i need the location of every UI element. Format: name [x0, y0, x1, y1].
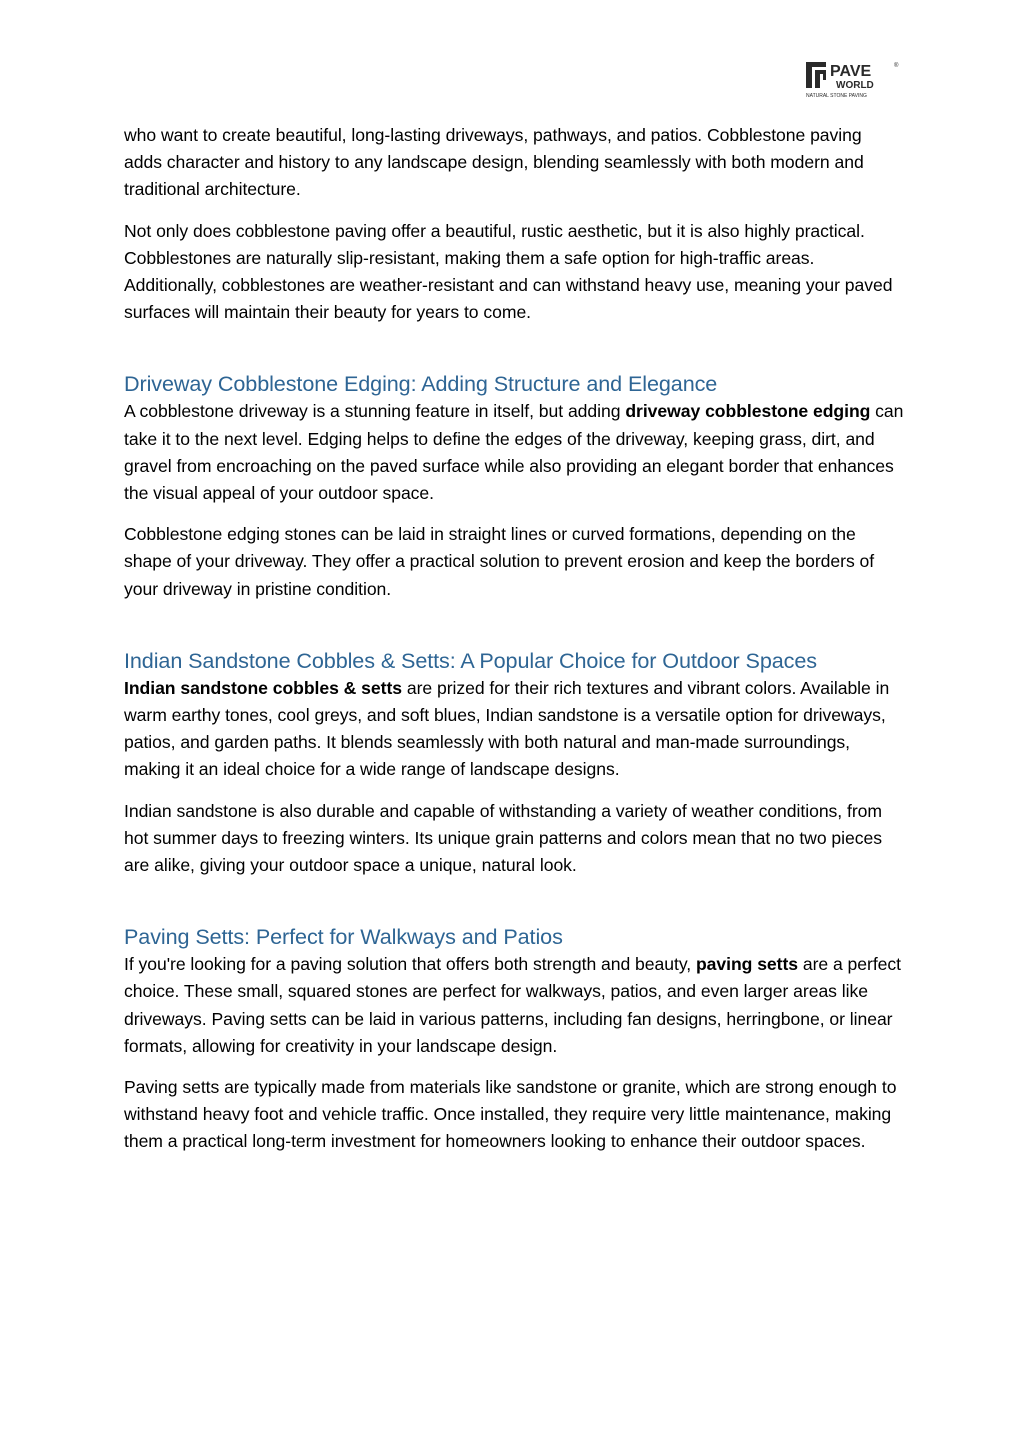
section-paragraph-1 — [124, 951, 904, 1060]
section-heading: Driveway Cobblestone Edging: Adding Structure and Elegance — [124, 371, 718, 397]
section-paving-setts — [124, 923, 904, 1155]
bold-keyword: paving setts — [695, 954, 799, 975]
section-paragraph-2: Cobblestone edging stones can be laid in straight lines or curved formations, depending on the shape of your driveway. They offer a practical solution to prevent erosion and keep the borders of your driveway in pristine condition. — [124, 524, 875, 599]
article-body — [124, 122, 904, 1170]
section-paragraph-1 — [124, 398, 904, 507]
text-span: are prized for their rich textures and vibrant colors. Available in warm earthy tones, cool greys, and soft blues, Indian sandstone is a versatile option for driveways, patios, and garden paths. It blends seamlessly with both natural and man-made surroundings, making it an ideal choice for a wide range of landscape designs. — [124, 677, 890, 780]
text-span: can take it to the next level. Edging helps to define the edges of the driveway, keeping grass, dirt, and gravel from encroaching on the paved surface while also providing an elegant border that enhances the visual appeal of your outdoor space. — [124, 401, 904, 504]
section-driveway-edging — [124, 370, 904, 602]
text-span: A cobblestone driveway is a stunning feature in itself, but adding — [124, 401, 626, 422]
section-paragraph-1 — [124, 675, 904, 784]
logo-brand-top: PAVE — [830, 63, 872, 80]
section-paragraph-2: Indian sandstone is also durable and capable of withstanding a variety of weather conditions, from hot summer days to freezing winters. Its unique grain patterns and colors mean that no two pieces are alike, giving your outdoor space a unique, natural look. — [124, 800, 882, 876]
text-span: If you're looking for a paving solution that offers both strength and beauty, — [124, 954, 696, 975]
bold-keyword: driveway cobblestone edging — [625, 401, 871, 422]
text-span: are a perfect choice. These small, squared stones are perfect for walkways, patios, and even larger areas like driveways. Paving setts can be laid in various patterns, including fan designs, herringbone, or linear formats, allowing for creativity in your landscape design. — [124, 954, 901, 1056]
section-indian-sandstone — [124, 647, 904, 879]
section-heading: Paving Setts: Perfect for Walkways and Patios — [124, 924, 563, 950]
section-paragraph-2: Paving setts are typically made from materials like sandstone or granite, which are strong enough to withstand heavy foot and vehicle traffic. Once installed, they require very little maintenance, making them a practical long-term investment for homeowners looking to enhance their outdoor spaces. — [124, 1077, 897, 1152]
logo-registered-mark: ® — [894, 63, 899, 69]
section-heading: Indian Sandstone Cobbles & Setts: A Popular Choice for Outdoor Spaces — [124, 647, 817, 673]
bold-keyword: Indian sandstone cobbles & setts — [124, 677, 403, 698]
pave-world-logo — [806, 58, 900, 100]
logo-tagline: NATURAL STONE PAVING — [806, 93, 867, 99]
logo-mark-icon — [806, 58, 900, 100]
logo-brand-bottom: WORLD — [836, 80, 874, 91]
intro-paragraph-1: who want to create beautiful, long-lasting driveways, pathways, and patios. Cobblestone paving adds character and history to any landscape design, blending seamlessly with both modern and traditional architecture. — [124, 125, 864, 200]
intro-paragraph-2: Not only does cobblestone paving offer a beautiful, rustic aesthetic, but it is also highly practical. Cobblestones are naturally slip-resistant, making them a safe option for high-traffic areas. Additionally, cobblestones are weather-resistant and can withstand heavy use, meaning your paved surfaces will maintain their beauty for years to come. — [124, 220, 893, 323]
